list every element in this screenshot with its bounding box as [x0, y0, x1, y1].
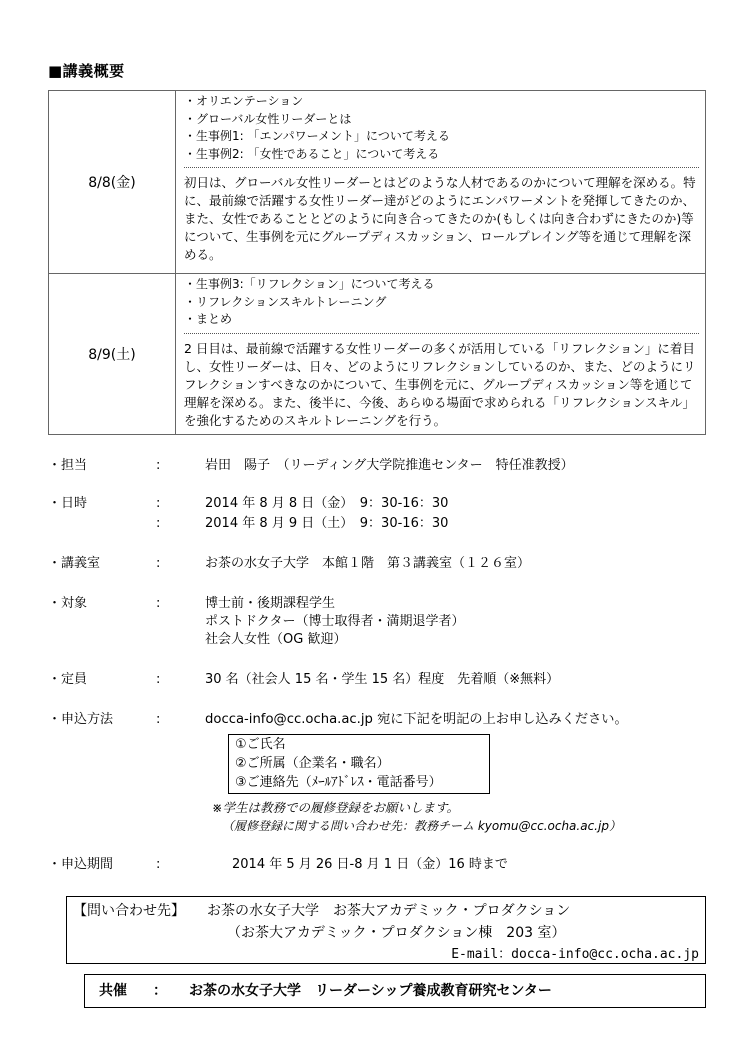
cohost-value: お茶の水女子大学 リーダーシップ養成教育研究センター	[189, 983, 552, 999]
inquiry-email: E-mail：docca-info@cc.ocha.ac.jp	[451, 947, 699, 962]
datetime-day2: 2014 年 8 月 9 日（土） 9：30-16：30	[205, 516, 449, 531]
apply-requirements-box	[228, 734, 490, 794]
requirement-item: ①ご氏名	[235, 737, 286, 752]
target-line-2: ポストドクター（博士取得者・満期退学者）	[205, 614, 465, 629]
instructor-value: 岩田 陽子 （リーディング大学院推進センター 特任准教授）	[205, 458, 574, 473]
colon: :	[156, 596, 161, 611]
apply-label: ・申込方法	[48, 712, 114, 727]
capacity-label: ・定員	[48, 672, 88, 687]
topic-item: ・グローバル女性リーダーとは	[184, 111, 352, 126]
datetime-label: ・日時	[48, 496, 88, 511]
capacity-value: 30 名（社会人 15 名・学生 15 名）程度 先着順（※無料）	[205, 672, 560, 687]
colon: :	[156, 672, 161, 687]
topic-item: ・リフレクションスキルトレーニング	[184, 294, 387, 309]
schedule-row-day1	[49, 91, 706, 274]
apply-value: docca-info@cc.ocha.ac.jp 宛に下記を明記の上お申し込みください。	[205, 712, 628, 727]
colon: :	[156, 712, 161, 727]
colon: :	[156, 556, 161, 571]
inquiry-line-1: お茶の水女子大学 お茶大アカデミック・プロダクション	[207, 903, 571, 919]
topic-item: ・生事例3:「リフレクション」について考える	[184, 277, 435, 291]
dotted-divider	[184, 333, 699, 334]
day-description: 初日は、グローバル女性リーダーとはどのような人材であるのかについて理解を深める。特に、最前線で活躍する女性リーダー達がどのようにエンパワーメントを発揮してきたのか、また、女性であることとどのように向き合ってきたのか(もしくは向き合わずにきたのか)等について、生事例を元にグループディスカッション、ロールプレイング等を通じて理解を深める。	[184, 175, 696, 263]
topic-item: ・オリエンテーション	[184, 94, 304, 108]
registration-note: ※学生は教務での履修登録をお願いします。	[212, 800, 459, 815]
registration-contact-note: （履修登録に関する問い合わせ先：教務チーム kyomu@cc.ocha.ac.jp）	[222, 819, 621, 833]
cohost-colon: ：	[153, 983, 167, 999]
schedule-table	[48, 90, 706, 435]
cohost-label: 共催	[99, 983, 127, 999]
schedule-row-day2	[49, 274, 706, 435]
schedule-date: 8/8(金)	[49, 91, 176, 274]
inquiry-line-2: （お茶大アカデミック・プロダクション棟 203 室）	[227, 925, 566, 941]
inquiry-box	[66, 896, 706, 964]
topic-item: ・生事例2: 「女性であること」について考える	[184, 146, 440, 161]
schedule-content	[176, 274, 706, 435]
room-value: お茶の水女子大学 本館１階 第３講義室（１２６室）	[205, 556, 531, 571]
topic-item: ・生事例1: 「エンパワーメント」について考える	[184, 129, 450, 144]
target-line-3: 社会人女性（OG 歓迎）	[205, 632, 347, 647]
inquiry-label: 【問い合わせ先】	[73, 903, 185, 919]
target-label: ・対象	[48, 596, 88, 611]
colon: :	[156, 458, 161, 473]
requirement-item: ②ご所属（企業名・職名）	[235, 756, 390, 771]
colon: :	[156, 496, 161, 511]
period-value: 2014 年 5 月 26 日-8 月 1 日（金）16 時まで	[232, 857, 508, 872]
colon: :	[156, 516, 161, 531]
instructor-label: ・担当	[48, 458, 88, 473]
target-line-1: 博士前・後期課程学生	[205, 596, 336, 611]
topic-item: ・まとめ	[184, 312, 233, 327]
room-label: ・講義室	[48, 556, 101, 571]
datetime-day1: 2014 年 8 月 8 日（金） 9：30-16：30	[205, 496, 449, 511]
requirement-item: ③ご連絡先（ﾒｰﾙｱﾄﾞﾚｽ・電話番号）	[235, 775, 442, 790]
dotted-divider	[184, 167, 699, 168]
day-description: 2 日目は、最前線で活躍する女性リーダーの多くが活用している「リフレクション」に着目し、女性リーダーは、日々、どのようにリフレクションしているのか、また、どのようにリフレクションすべきなのかについて、生事例を元に、グループディスカッション等を通じて理解を深める。また、後半に、今後、あらゆる場面で求められる「リフレクションスキル」を強化するためのスキルトレーニングを行う。	[184, 340, 696, 428]
schedule-content	[176, 91, 706, 274]
schedule-date: 8/9(土)	[49, 274, 176, 435]
section-heading: ■講義概要	[48, 62, 125, 80]
period-label: ・申込期間	[48, 857, 114, 872]
colon: :	[156, 857, 161, 872]
cohost-box	[84, 974, 706, 1008]
